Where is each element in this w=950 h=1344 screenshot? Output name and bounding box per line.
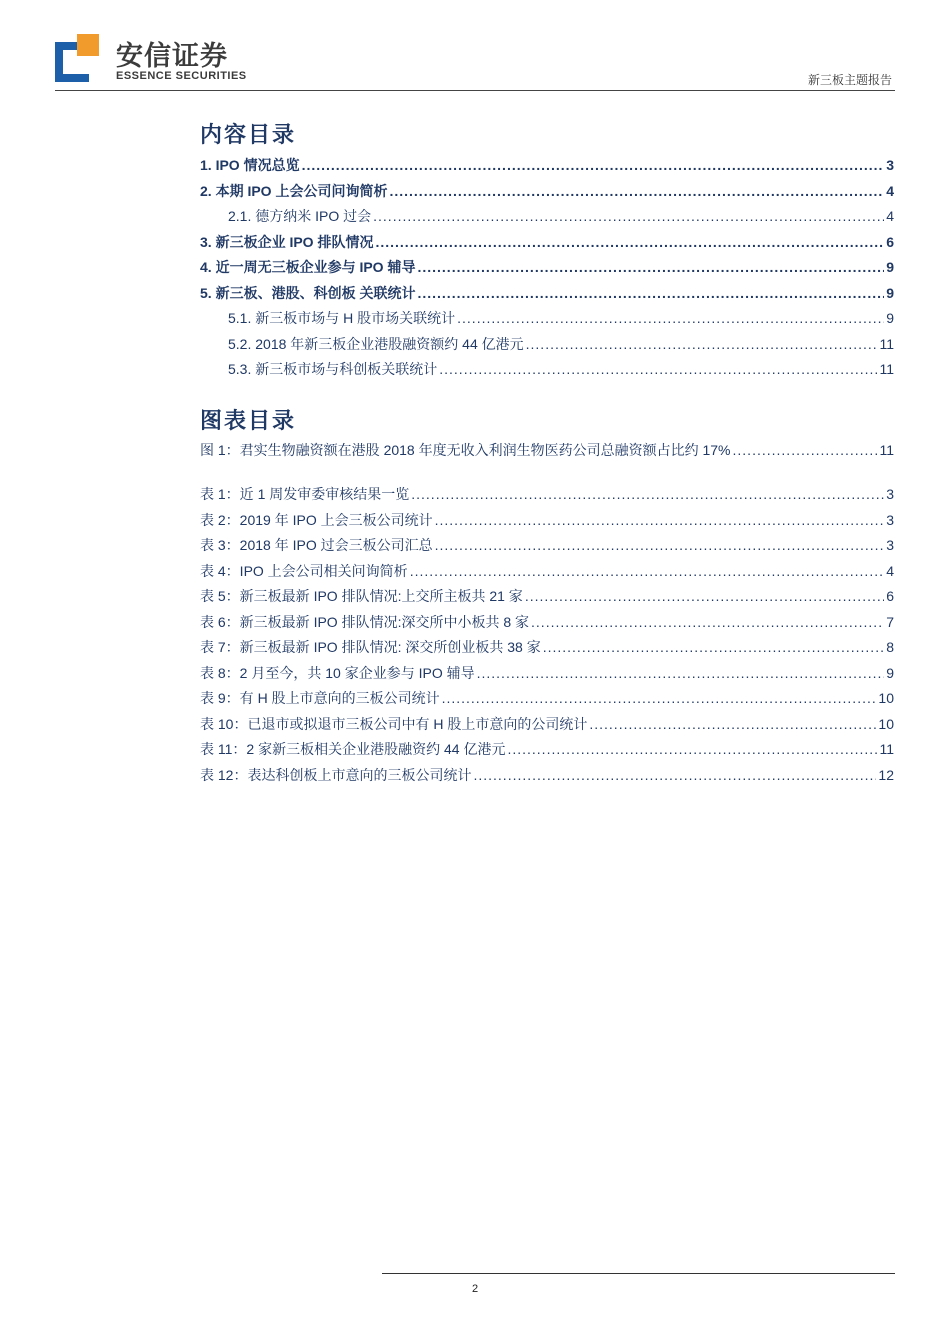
toc-leader-dots — [526, 336, 878, 352]
toc-entry-title: 表 12：表达科创板上市意向的三板公司统计 — [200, 766, 472, 783]
toc-entry-page: 6 — [886, 588, 894, 604]
toc-entry-title: 表 11：2 家新三板相关企业港股融资约 44 亿港元 — [200, 741, 506, 757]
toc-entry-title: 表 10：已退市或拟退市三板公司中有 H 股上市意向的公司统计 — [200, 715, 588, 732]
toc-entry[interactable] — [200, 484, 894, 510]
toc-entry[interactable] — [200, 232, 894, 258]
toc-leader-dots — [531, 614, 884, 630]
toc-entry[interactable] — [200, 714, 894, 740]
toc-entry[interactable] — [200, 535, 894, 561]
figures-title: 图表目录 — [200, 408, 297, 434]
toc-leader-dots — [435, 537, 885, 553]
toc-entry-title: 表 9：有 H 股上市意向的三板公司统计 — [200, 690, 440, 706]
toc-leader-dots — [457, 310, 884, 326]
toc-entry[interactable] — [200, 283, 894, 309]
toc-entry-page: 4 — [886, 208, 894, 224]
toc-entry-title: 4. 近一周无三板企业参与 IPO 辅导 — [200, 259, 416, 275]
toc-entry[interactable] — [200, 765, 894, 791]
contents-title: 内容目录 — [200, 122, 297, 148]
toc-leader-dots — [507, 741, 877, 757]
toc-entry-title: 表 1：近 1 周发审委审核结果一览 — [200, 486, 410, 502]
toc-leader-dots — [417, 259, 884, 275]
toc-entry-page: 10 — [878, 690, 894, 706]
toc-entry-page: 11 — [879, 335, 894, 352]
toc-leader-dots — [543, 639, 885, 655]
toc-entry-title: 表 7：新三板最新 IPO 排队情况: 深交所创业板共 38 家 — [200, 639, 541, 655]
toc-entry[interactable] — [200, 612, 894, 638]
toc-entry[interactable] — [200, 359, 894, 385]
contents-list — [200, 155, 894, 385]
toc-entry-page: 11 — [879, 442, 894, 458]
toc-entry-page: 3 — [886, 486, 894, 502]
toc-entry-title: 5. 新三板、港股、科创板 关联统计 — [200, 284, 416, 301]
toc-entry[interactable] — [200, 510, 894, 536]
toc-entry-title: 2.1. 德方纳米 IPO 过会 — [228, 208, 372, 224]
toc-entry-page: 3 — [886, 511, 894, 528]
toc-leader-dots — [733, 442, 878, 458]
toc-entry-title: 表 4：IPO 上会公司相关问询简析 — [200, 562, 408, 579]
brand-name-cn: 安信证券 — [116, 41, 228, 72]
toc-leader-dots — [302, 157, 885, 173]
toc-entry-page: 7 — [886, 613, 894, 630]
toc-leader-dots — [410, 563, 885, 579]
toc-entry-page: 3 — [886, 157, 894, 173]
toc-leader-dots — [375, 234, 884, 250]
report-type-label: 新三板主题报告 — [807, 73, 892, 87]
toc-leader-dots — [442, 690, 877, 706]
figure-list — [200, 440, 894, 466]
toc-entry[interactable] — [200, 440, 894, 466]
toc-leader-dots — [411, 486, 884, 502]
toc-entry[interactable] — [200, 561, 894, 587]
toc-entry[interactable] — [200, 637, 894, 663]
toc-entry-title: 表 2：2019 年 IPO 上会三板公司统计 — [200, 511, 433, 528]
toc-entry[interactable] — [200, 155, 894, 181]
toc-leader-dots — [589, 716, 876, 732]
toc-entry-title: 1. IPO 情况总览 — [200, 157, 300, 173]
toc-entry-page: 4 — [886, 182, 894, 199]
toc-entry-page: 8 — [886, 639, 894, 655]
toc-entry-title: 表 5：新三板最新 IPO 排队情况:上交所主板共 21 家 — [200, 588, 523, 604]
table-list — [200, 484, 894, 790]
toc-leader-dots — [477, 665, 885, 681]
toc-entry-page: 9 — [886, 310, 894, 326]
toc-entry-title: 3. 新三板企业 IPO 排队情况 — [200, 233, 374, 250]
toc-entry[interactable] — [200, 308, 894, 334]
toc-entry-title: 图 1：君实生物融资额在港股 2018 年度无收入利润生物医药公司总融资额占比约 17% — [200, 442, 731, 458]
toc-entry-page: 9 — [886, 259, 894, 275]
toc-entry-title: 表 3：2018 年 IPO 过会三板公司汇总 — [200, 537, 433, 553]
toc-leader-dots — [417, 285, 884, 301]
toc-entry-title: 表 8：2 月至今，共 10 家企业参与 IPO 辅导 — [200, 664, 475, 681]
toc-entry[interactable] — [200, 739, 894, 765]
toc-leader-dots — [373, 208, 884, 224]
page-number: 2 — [471, 1283, 479, 1295]
toc-entry-title: 5.2. 2018 年新三板企业港股融资额约 44 亿港元 — [228, 335, 524, 352]
toc-entry-page: 9 — [886, 284, 894, 301]
toc-entry-page: 12 — [878, 766, 894, 783]
toc-entry[interactable] — [200, 663, 894, 689]
toc-entry[interactable] — [200, 257, 894, 283]
footer-divider — [382, 1273, 895, 1274]
toc-entry[interactable] — [200, 334, 894, 360]
toc-entry-title: 表 6：新三板最新 IPO 排队情况:深交所中小板共 8 家 — [200, 613, 530, 630]
logo-icon — [55, 34, 101, 86]
toc-entry-page: 6 — [886, 233, 894, 250]
toc-entry[interactable] — [200, 688, 894, 714]
header-divider — [55, 90, 895, 91]
toc-entry[interactable] — [200, 206, 894, 232]
toc-leader-dots — [439, 361, 877, 377]
toc-entry-title: 5.1. 新三板市场与 H 股市场关联统计 — [228, 310, 456, 326]
toc-entry[interactable] — [200, 586, 894, 612]
toc-entry-page: 4 — [886, 562, 894, 579]
toc-entry-page: 11 — [879, 361, 894, 377]
toc-entry-title: 2. 本期 IPO 上会公司问询简析 — [200, 182, 388, 199]
toc-entry-page: 3 — [886, 537, 894, 553]
toc-leader-dots — [525, 588, 884, 604]
toc-leader-dots — [435, 512, 885, 528]
toc-entry-title: 5.3. 新三板市场与科创板关联统计 — [228, 361, 438, 377]
toc-entry-page: 9 — [886, 664, 894, 681]
toc-entry-page: 10 — [878, 715, 894, 732]
toc-leader-dots — [389, 183, 884, 199]
toc-entry-page: 11 — [879, 741, 894, 757]
toc-leader-dots — [473, 767, 876, 783]
brand-name-en: ESSENCE SECURITIES — [116, 70, 247, 82]
toc-entry[interactable] — [200, 181, 894, 207]
